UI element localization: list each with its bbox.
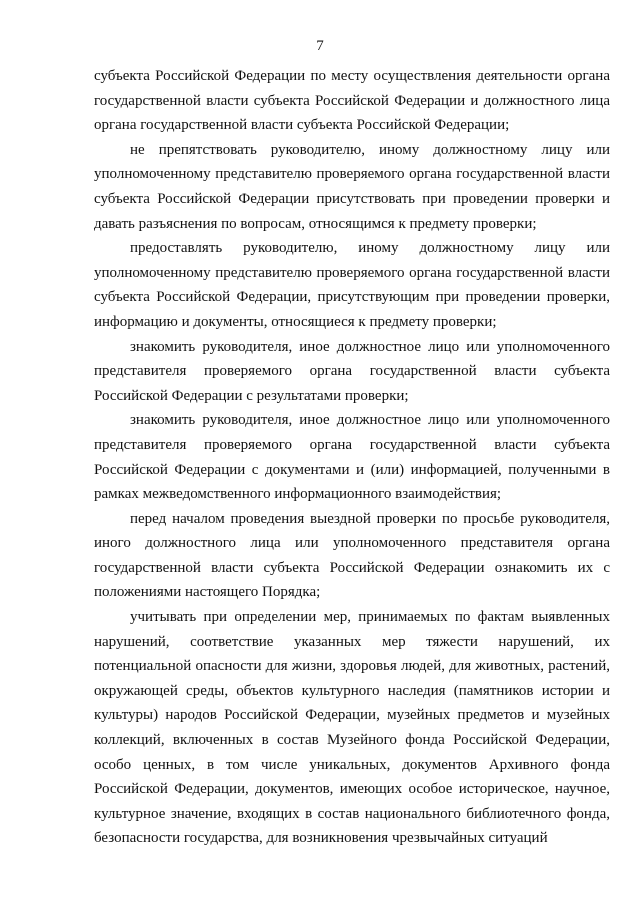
body-text [94, 64, 610, 851]
paragraph: перед началом проведения выездной проверки по просьбе руководителя, иного должностного лица или уполномоченного представителя органа государственной власти субъекта Российской Федерации ознакомить их с положениями настоящего Порядка; [94, 510, 610, 601]
paragraph: знакомить руководителя, иное должностное лицо или уполномоченного представителя проверяемого органа государственной власти субъекта Российской Федерации с результатами проверки; [94, 338, 610, 404]
paragraph: субъекта Российской Федерации по месту осуществления деятельности органа государственной власти субъекта Российской Федерации и должностного лица органа государственной власти субъекта Российской Федерации; [94, 68, 610, 134]
page-number: 7 [316, 38, 324, 54]
paragraph: предоставлять руководителю, иному должностному лицу или уполномоченному представителю проверяемого органа государственной власти субъекта Российской Федерации, присутствующим при проведении проверки, информацию и документы, относящиеся к предмету проверки; [94, 240, 610, 330]
paragraph: не препятствовать руководителю, иному должностному лицу или уполномоченному представителю проверяемого органа государственной власти субъекта Российской Федерации присутствовать при проведении проверки и давать разъяснения по вопросам, относящимся к предмету проверки; [94, 141, 610, 232]
paragraph: знакомить руководителя, иное должностное лицо или уполномоченного представителя проверяемого органа государственной власти субъекта Российской Федерации с документами и (или) информацией, полученными в рамках межведомственного информационного взаимодействия; [94, 412, 610, 503]
paragraph: учитывать при определении мер, принимаемых по фактам выявленных нарушений, соответствие указанных мер тяжести нарушений, их потенциальной опасности для жизни, здоровья людей, для животных, растений, окружающей среды, объектов культурного наследия (памятников истории и культуры) народов Российской Федерации, музейных предметов и музейных коллекций, включенных в состав Музейного фонда Российской Федерации, особо ценных, в том числе уникальных, документов Архивного фонда Российской Федерации, документов, имеющих особое историческое, научное, культурное значение, входящих в состав национального библиотечного фонда, безопасности государства, для возникновения чрезвычайных ситуаций [94, 609, 610, 847]
